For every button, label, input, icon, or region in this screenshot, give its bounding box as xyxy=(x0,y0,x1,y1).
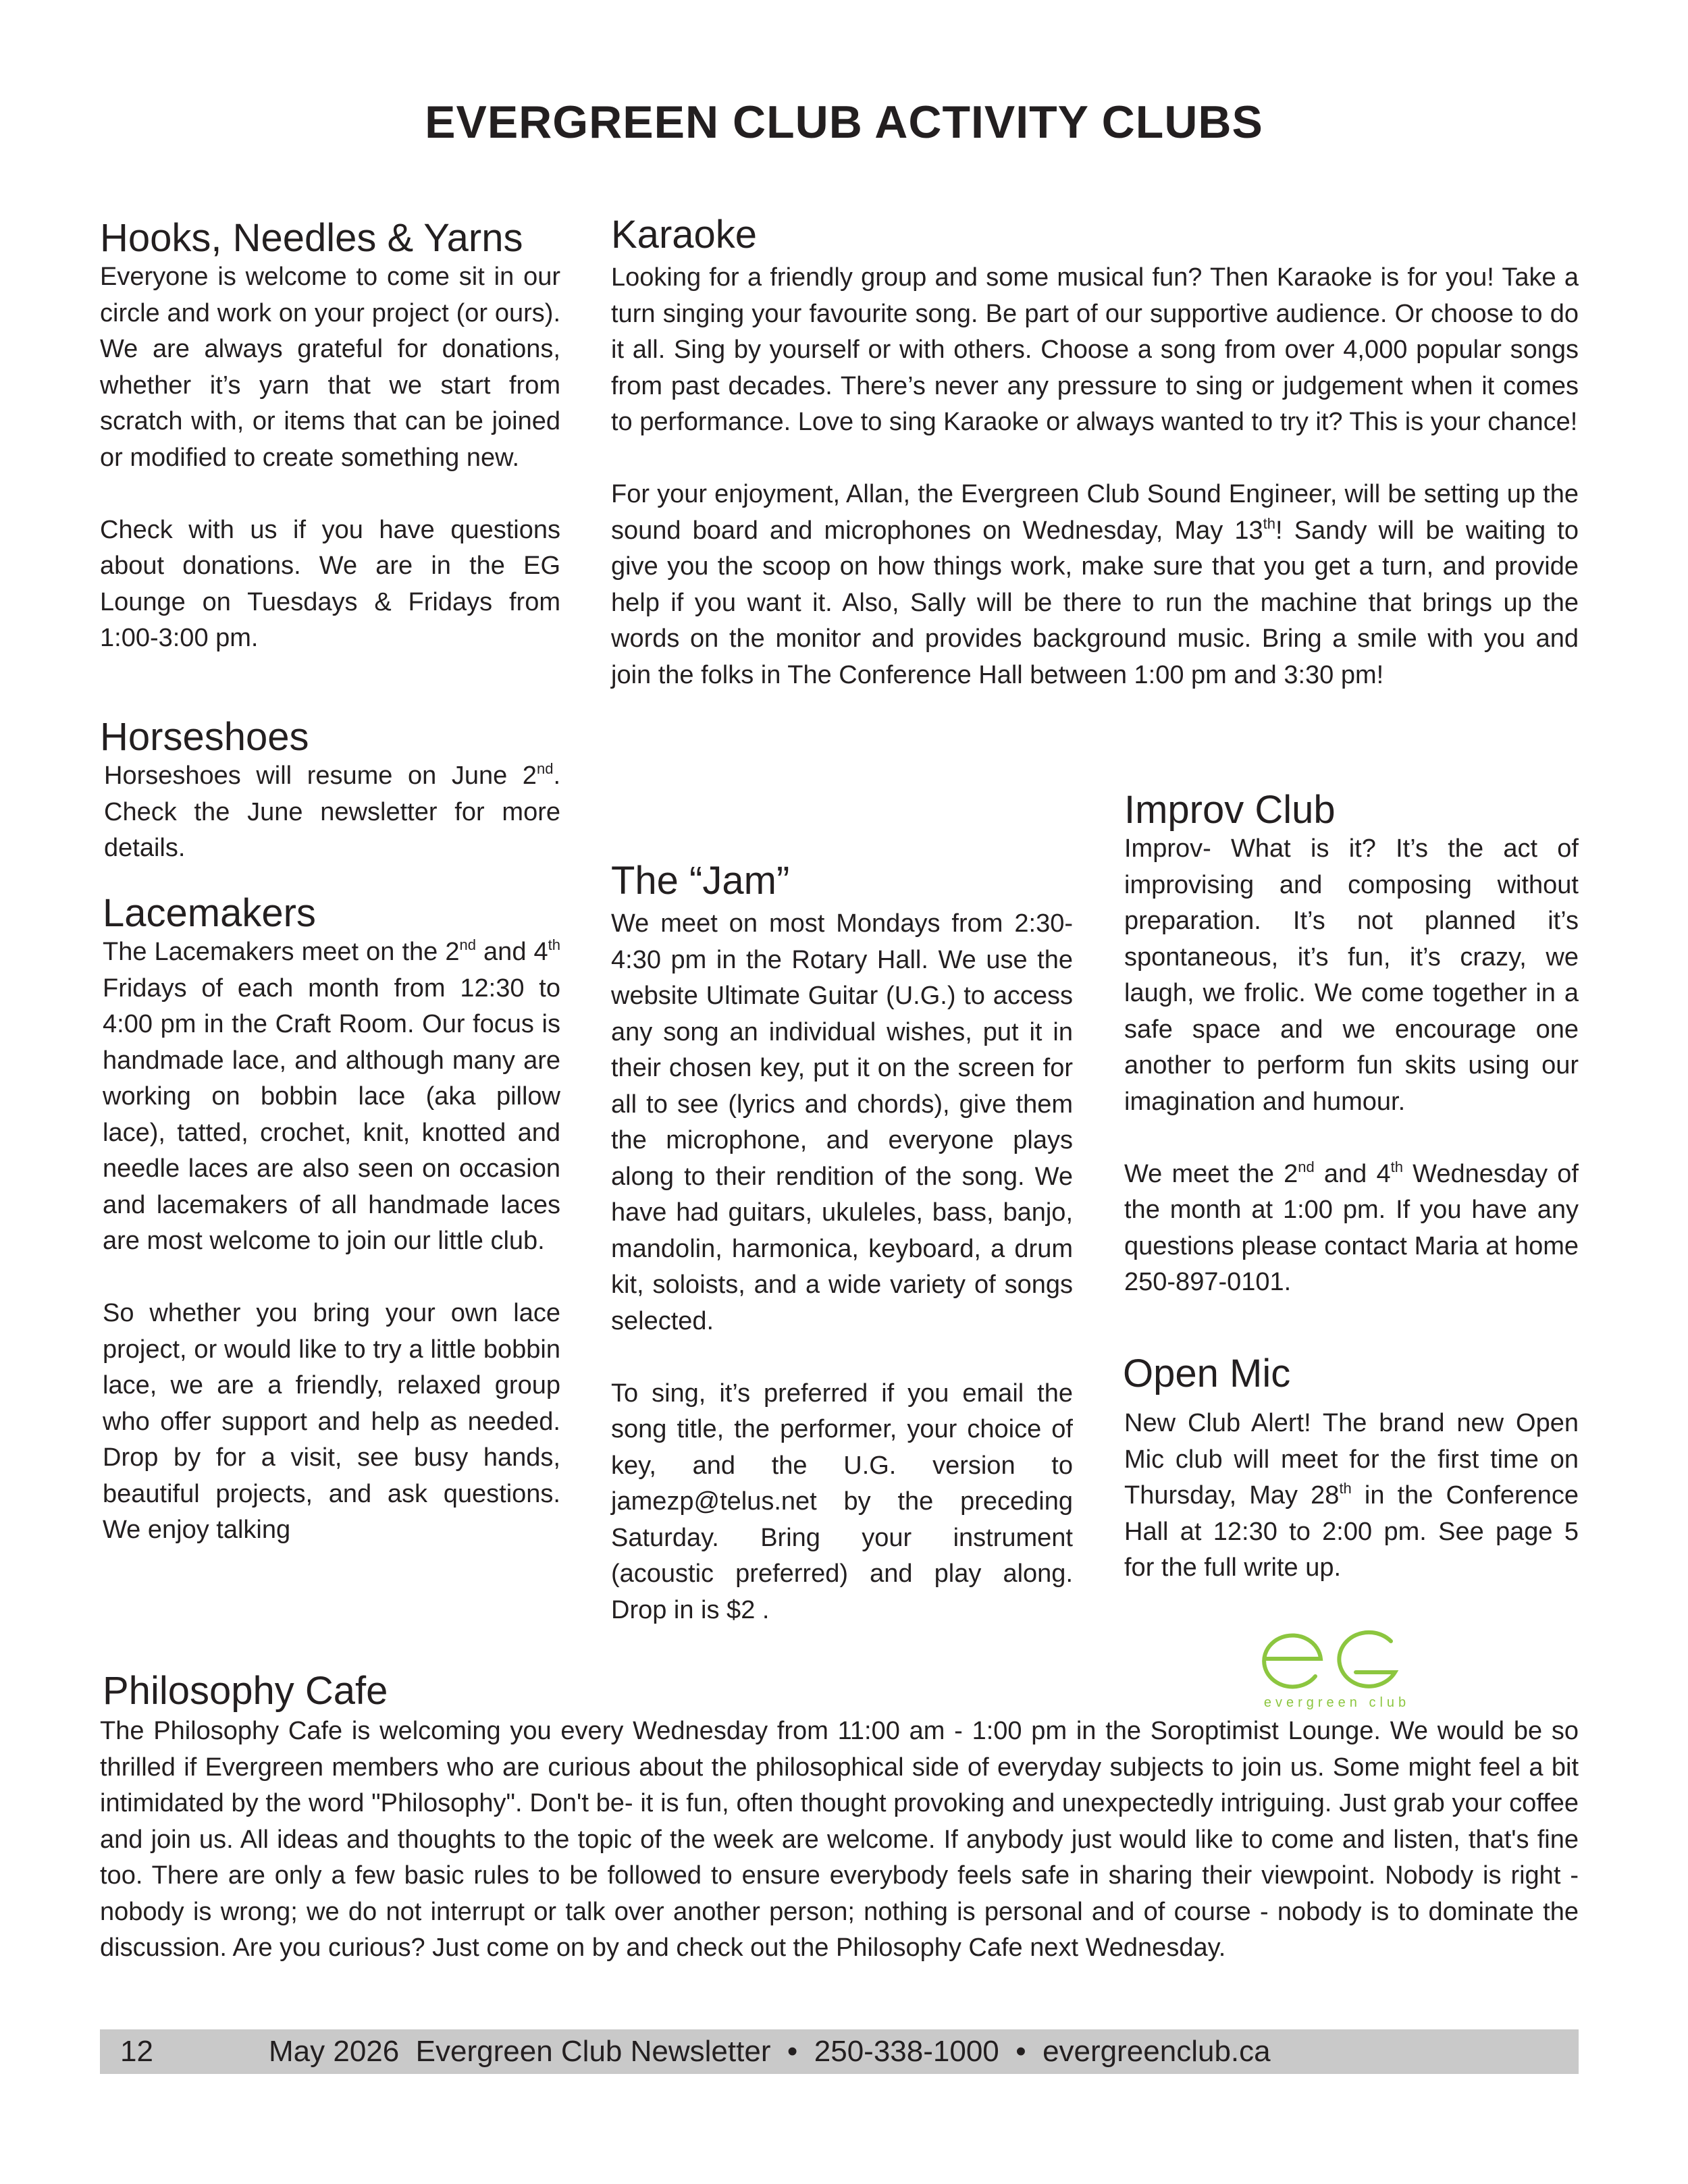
hooks-paragraph-2: Check with us if you have questions about donations. We are in the EG Lounge on Tuesdays & Fridays from 1:00-3:00 pm. xyxy=(100,515,560,652)
hooks-paragraph-1: Everyone is welcome to come sit in our circle and work on your project (or ours). We are always grateful for donations, whether it’s yarn that we start from scratch with, or items that can be joined or modified to create something new. xyxy=(100,263,560,472)
jam-paragraph-2: To sing, it’s preferred if you email the song title, the performer, your choice of key, and the U.G. version to jamezp@telus.net by the preceding Saturday. Bring your instrument (acoustic preferred) and play along. Drop in is $2 . xyxy=(611,1379,1073,1624)
lacemakers-paragraph-1: The Lacemakers meet on the 2nd and 4th Fridays of each month from 12:30 to 4:00 pm in the Craft Room. Our focus is handmade lace, and although many are working on bobbin lace (aka pillow lace), tatted, crochet, knit, knotted and needle laces are also seen on occasion and lacemakers of all handmade laces are most welcome to join our little club. xyxy=(103,936,561,1255)
openmic-body xyxy=(1123,1406,1579,1587)
karaoke-section xyxy=(611,211,1579,693)
footer-text: May 2026 Evergreen Club Newsletter • 250-338-1000 • evergreenclub.ca xyxy=(269,2035,1271,2068)
improv-paragraph-1: Improv- What is it? It’s the act of improvising and composing without preparation. It’s not planned it’s spontaneous, it’s fun, it’s crazy, we laugh, we frolic. We come together in a safe space and we encourage one another to perform fun skits using our imagination and humour. xyxy=(1124,834,1579,1116)
karaoke-paragraph-1: Looking for a friendly group and some musical fun? Then Karaoke is for you! Take a turn singing your favourite song. Be part of our supportive audience. Or choose to do it all. Sing by yourself or with others. Choose a song from over 4,000 popular songs from past decades. There’s never any pressure to sing or judgement when it comes to performance. Love to sing Karaoke or always wanted to try it? This is your chance! xyxy=(611,263,1579,436)
philosophy-heading: Philosophy Cafe xyxy=(103,1669,388,1713)
philosophy-body xyxy=(100,1713,1579,1967)
horseshoes-section xyxy=(100,714,560,867)
openmic-section xyxy=(1123,1350,1579,1587)
logo-text: evergreen club xyxy=(1263,1695,1410,1710)
improv-section xyxy=(1124,787,1579,1301)
hooks-body xyxy=(100,259,560,657)
page-title: EVERGREEN CLUB ACTIVITY CLUBS xyxy=(425,97,1263,148)
lacemakers-section xyxy=(103,890,560,1549)
openmic-paragraph-1: New Club Alert! The brand new Open Mic club will meet for the first time on Thursday, May 28th in the Conference Hall at 12:30 to 2:00 pm. See page 5 for the full write up. xyxy=(1124,1409,1579,1582)
improv-body xyxy=(1124,831,1579,1301)
philosophy-section xyxy=(100,1668,1579,1967)
improv-paragraph-2: We meet the 2nd and 4th Wednesday of the month at 1:00 pm. If you have any questions please contact Maria at home 250-897-0101. xyxy=(1124,1158,1579,1296)
karaoke-body xyxy=(611,260,1579,693)
horseshoes-paragraph-1: Horseshoes will resume on June 2nd. Check the June newsletter for more details. xyxy=(104,760,560,862)
openmic-heading: Open Mic xyxy=(1123,1352,1291,1395)
philosophy-paragraph-1: The Philosophy Cafe is welcoming you every Wednesday from 11:00 am - 1:00 pm in the Soroptimist Lounge. We would be so thrilled if Evergreen members who are curious about the philosophical side of everyday subjects to join us. Some might feel a bit intimidated by the word "Philosophy". Don't be- it is fun, often thought provoking and unexpectedly intriguing. Just grab your coffee and join us. All ideas and thoughts to the topic of the week are welcome. If anybody just would like to come and listen, that's fine too. There are only a few basic rules to be followed to ensure everybody feels safe in sharing their viewpoint. Nobody is right - nobody is wrong; we do not interrupt or talk over another person; nothing is personal and of course - nobody is to dominate the discussion. Are you curious? Just come on by and check out the Philosophy Cafe next Wednesday. xyxy=(100,1717,1579,1962)
karaoke-paragraph-2: For your enjoyment, Allan, the Evergreen Club Sound Engineer, will be setting up the sound board and microphones on Wednesday, May 13th! Sandy will be waiting to give you the scoop on how things work, make sure that you get a turn, and provide help if you want it. Also, Sally will be there to run the machine that brings up the words on the monitor and provides background music. Bring a smile with you and join the folks in The Conference Hall between 1:00 pm and 3:30 pm! xyxy=(611,480,1579,689)
improv-heading: Improv Club xyxy=(1124,788,1336,832)
jam-paragraph-1: We meet on most Mondays from 2:30-4:30 pm in the Rotary Hall. We use the website Ultimate Guitar (U.G.) to access any song an individual wishes, put it in their chosen key, put it on the screen for all to see (lyrics and chords), give them the microphone, and everyone plays along to their rendition of the song. We have had guitars, ukuleles, bass, banjo, mandolin, harmonica, keyboard, a drum kit, soloists, and a wide variety of songs selected. xyxy=(611,909,1073,1335)
lacemakers-heading: Lacemakers xyxy=(103,891,316,935)
jam-heading: The “Jam” xyxy=(611,859,790,903)
hooks-section xyxy=(100,215,560,657)
horseshoes-body xyxy=(100,758,560,867)
karaoke-heading: Karaoke xyxy=(611,213,758,257)
footer-bar xyxy=(100,2029,1579,2074)
lacemakers-paragraph-2: So whether you bring your own lace project, or would like to try a little bobbin lace, we are a friendly, relaxed group who offer support and help as needed. Drop by for a visit, see busy hands, beautiful projects, and ask questions. We enjoy talking xyxy=(103,1299,560,1544)
hooks-heading: Hooks, Needles & Yarns xyxy=(100,216,523,260)
jam-body xyxy=(611,906,1073,1628)
horseshoes-heading: Horseshoes xyxy=(100,715,309,759)
jam-section xyxy=(611,857,1073,1628)
lacemakers-body xyxy=(103,934,560,1549)
page-number: 12 xyxy=(120,2035,153,2068)
